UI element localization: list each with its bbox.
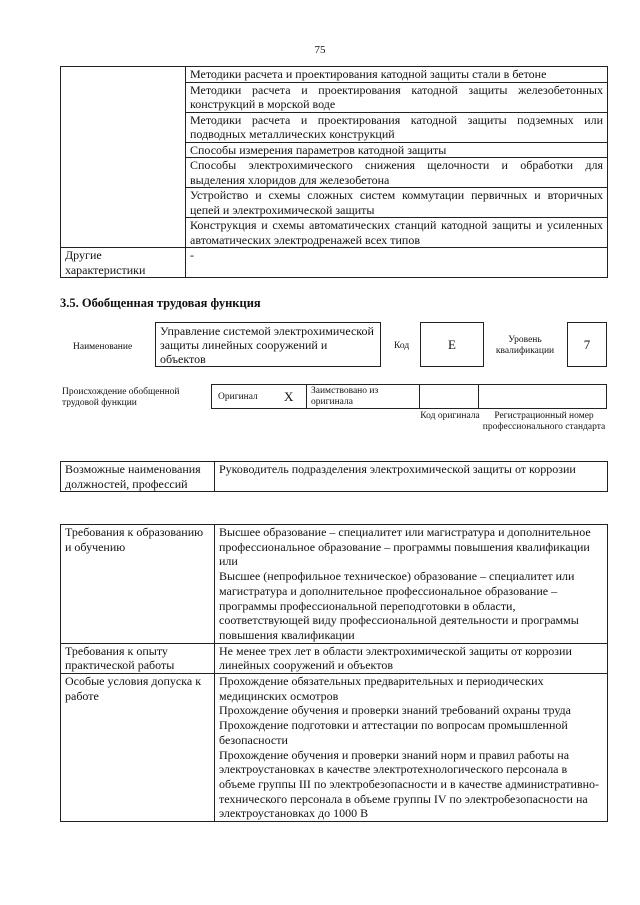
origin-code-box xyxy=(419,384,479,409)
original-label: Оригинал xyxy=(218,392,258,402)
positions-table xyxy=(60,461,608,492)
section-title: 3.5. Обобщенная трудовая функция xyxy=(60,296,261,310)
other-characteristics-value: - xyxy=(186,248,608,278)
function-name-box: Управление системой электрохимической защиты линейных сооружений и объектов xyxy=(155,322,381,367)
knowledge-item: Методики расчета и проектирования катодной защиты подземных или подводных металлических конструкций xyxy=(186,112,608,142)
experience-label: Требования к опыту практической работы xyxy=(61,643,215,673)
admission-value xyxy=(215,674,608,822)
admission-line: Прохождение обучения и проверки знаний требований охраны труда xyxy=(219,703,571,718)
origin-code-caption: Код оригинала xyxy=(420,411,480,421)
table-row xyxy=(61,462,608,492)
knowledge-item: Устройство и схемы сложных систем коммутации первичных и вторичных цепей и электрохимической защиты xyxy=(186,188,608,218)
table-row xyxy=(61,674,608,822)
knowledge-item: Методики расчета и проектирования катодной защиты железобетонных конструкций в морской воде xyxy=(186,82,608,112)
page-number: 75 xyxy=(314,44,326,56)
education-line: или xyxy=(219,554,238,569)
knowledge-item: Конструкция и схемы автоматических станций катодной защиты и усиленных автоматических электродренажей всех типов xyxy=(186,218,608,248)
experience-value xyxy=(215,643,608,673)
table-row xyxy=(61,248,608,278)
original-mark: X xyxy=(284,389,294,404)
registration-number-box xyxy=(478,384,607,409)
level-label: Уровень квалификации xyxy=(495,335,555,356)
code-box: E xyxy=(420,322,484,367)
registration-number-caption: Регистрационный номер профессионального стандарта xyxy=(482,411,606,432)
other-characteristics-label: Другие характеристики xyxy=(61,248,186,278)
admission-line: Прохождение обучения и проверки знаний норм и правил работы на электроустановках в качестве электротехнологического персонала в объеме группы III по электробезопасности и в качестве административно-технического персонала в объеме группы IV по электробезопасности на электроустановках до 1000 В xyxy=(219,747,600,821)
education-line: Высшее (непрофильное техническое) образование – специалитет или магистратура и дополнительное профессиональное образование – программы профессиональной переподготовки в области, соответствующей виду профессиональной деятельности и программы повышения квалификации xyxy=(219,569,579,642)
requirements-table xyxy=(60,524,608,822)
experience-line: Не менее трех лет в области электрохимической защиты от коррозии линейных сооружений и объектов xyxy=(219,643,572,673)
knowledge-table xyxy=(60,66,608,278)
admission-line: Прохождение обязательных предварительных и периодических медицинских осмотров xyxy=(219,674,544,703)
table-row xyxy=(61,643,608,673)
borrowed-box xyxy=(306,384,420,409)
knowledge-label-cell xyxy=(61,67,186,248)
table-row xyxy=(61,525,608,644)
borrowed-label: Заимствовано из оригинала xyxy=(311,386,379,407)
origin-label: Происхождение обобщенной трудовой функции xyxy=(62,387,180,408)
positions-label: Возможные наименования должностей, профессий xyxy=(61,462,215,492)
code-label: Код xyxy=(394,341,410,351)
knowledge-item: Способы электрохимического снижения щелочности и обработки для выделения хлоридов для железобетона xyxy=(186,158,608,188)
table-row xyxy=(61,67,608,83)
education-value xyxy=(215,525,608,644)
positions-value: Руководитель подразделения электрохимической защиты от коррозии xyxy=(215,462,608,492)
knowledge-item: Способы измерения параметров катодной защиты xyxy=(186,142,608,158)
education-label: Требования к образованию и обучению xyxy=(61,525,215,644)
level-box: 7 xyxy=(567,322,607,367)
original-box xyxy=(211,384,307,409)
knowledge-item: Методики расчета и проектирования катодной защиты стали в бетоне xyxy=(186,67,608,83)
admission-label: Особые условия допуска к работе xyxy=(61,674,215,822)
admission-line: Прохождение подготовки и аттестации по вопросам промышленной безопасности xyxy=(219,718,568,747)
name-label: Наименование xyxy=(73,342,133,352)
education-line: Высшее образование – специалитет или магистратура и дополнительное профессиональное образование – программы повышения квалификации xyxy=(219,525,591,554)
